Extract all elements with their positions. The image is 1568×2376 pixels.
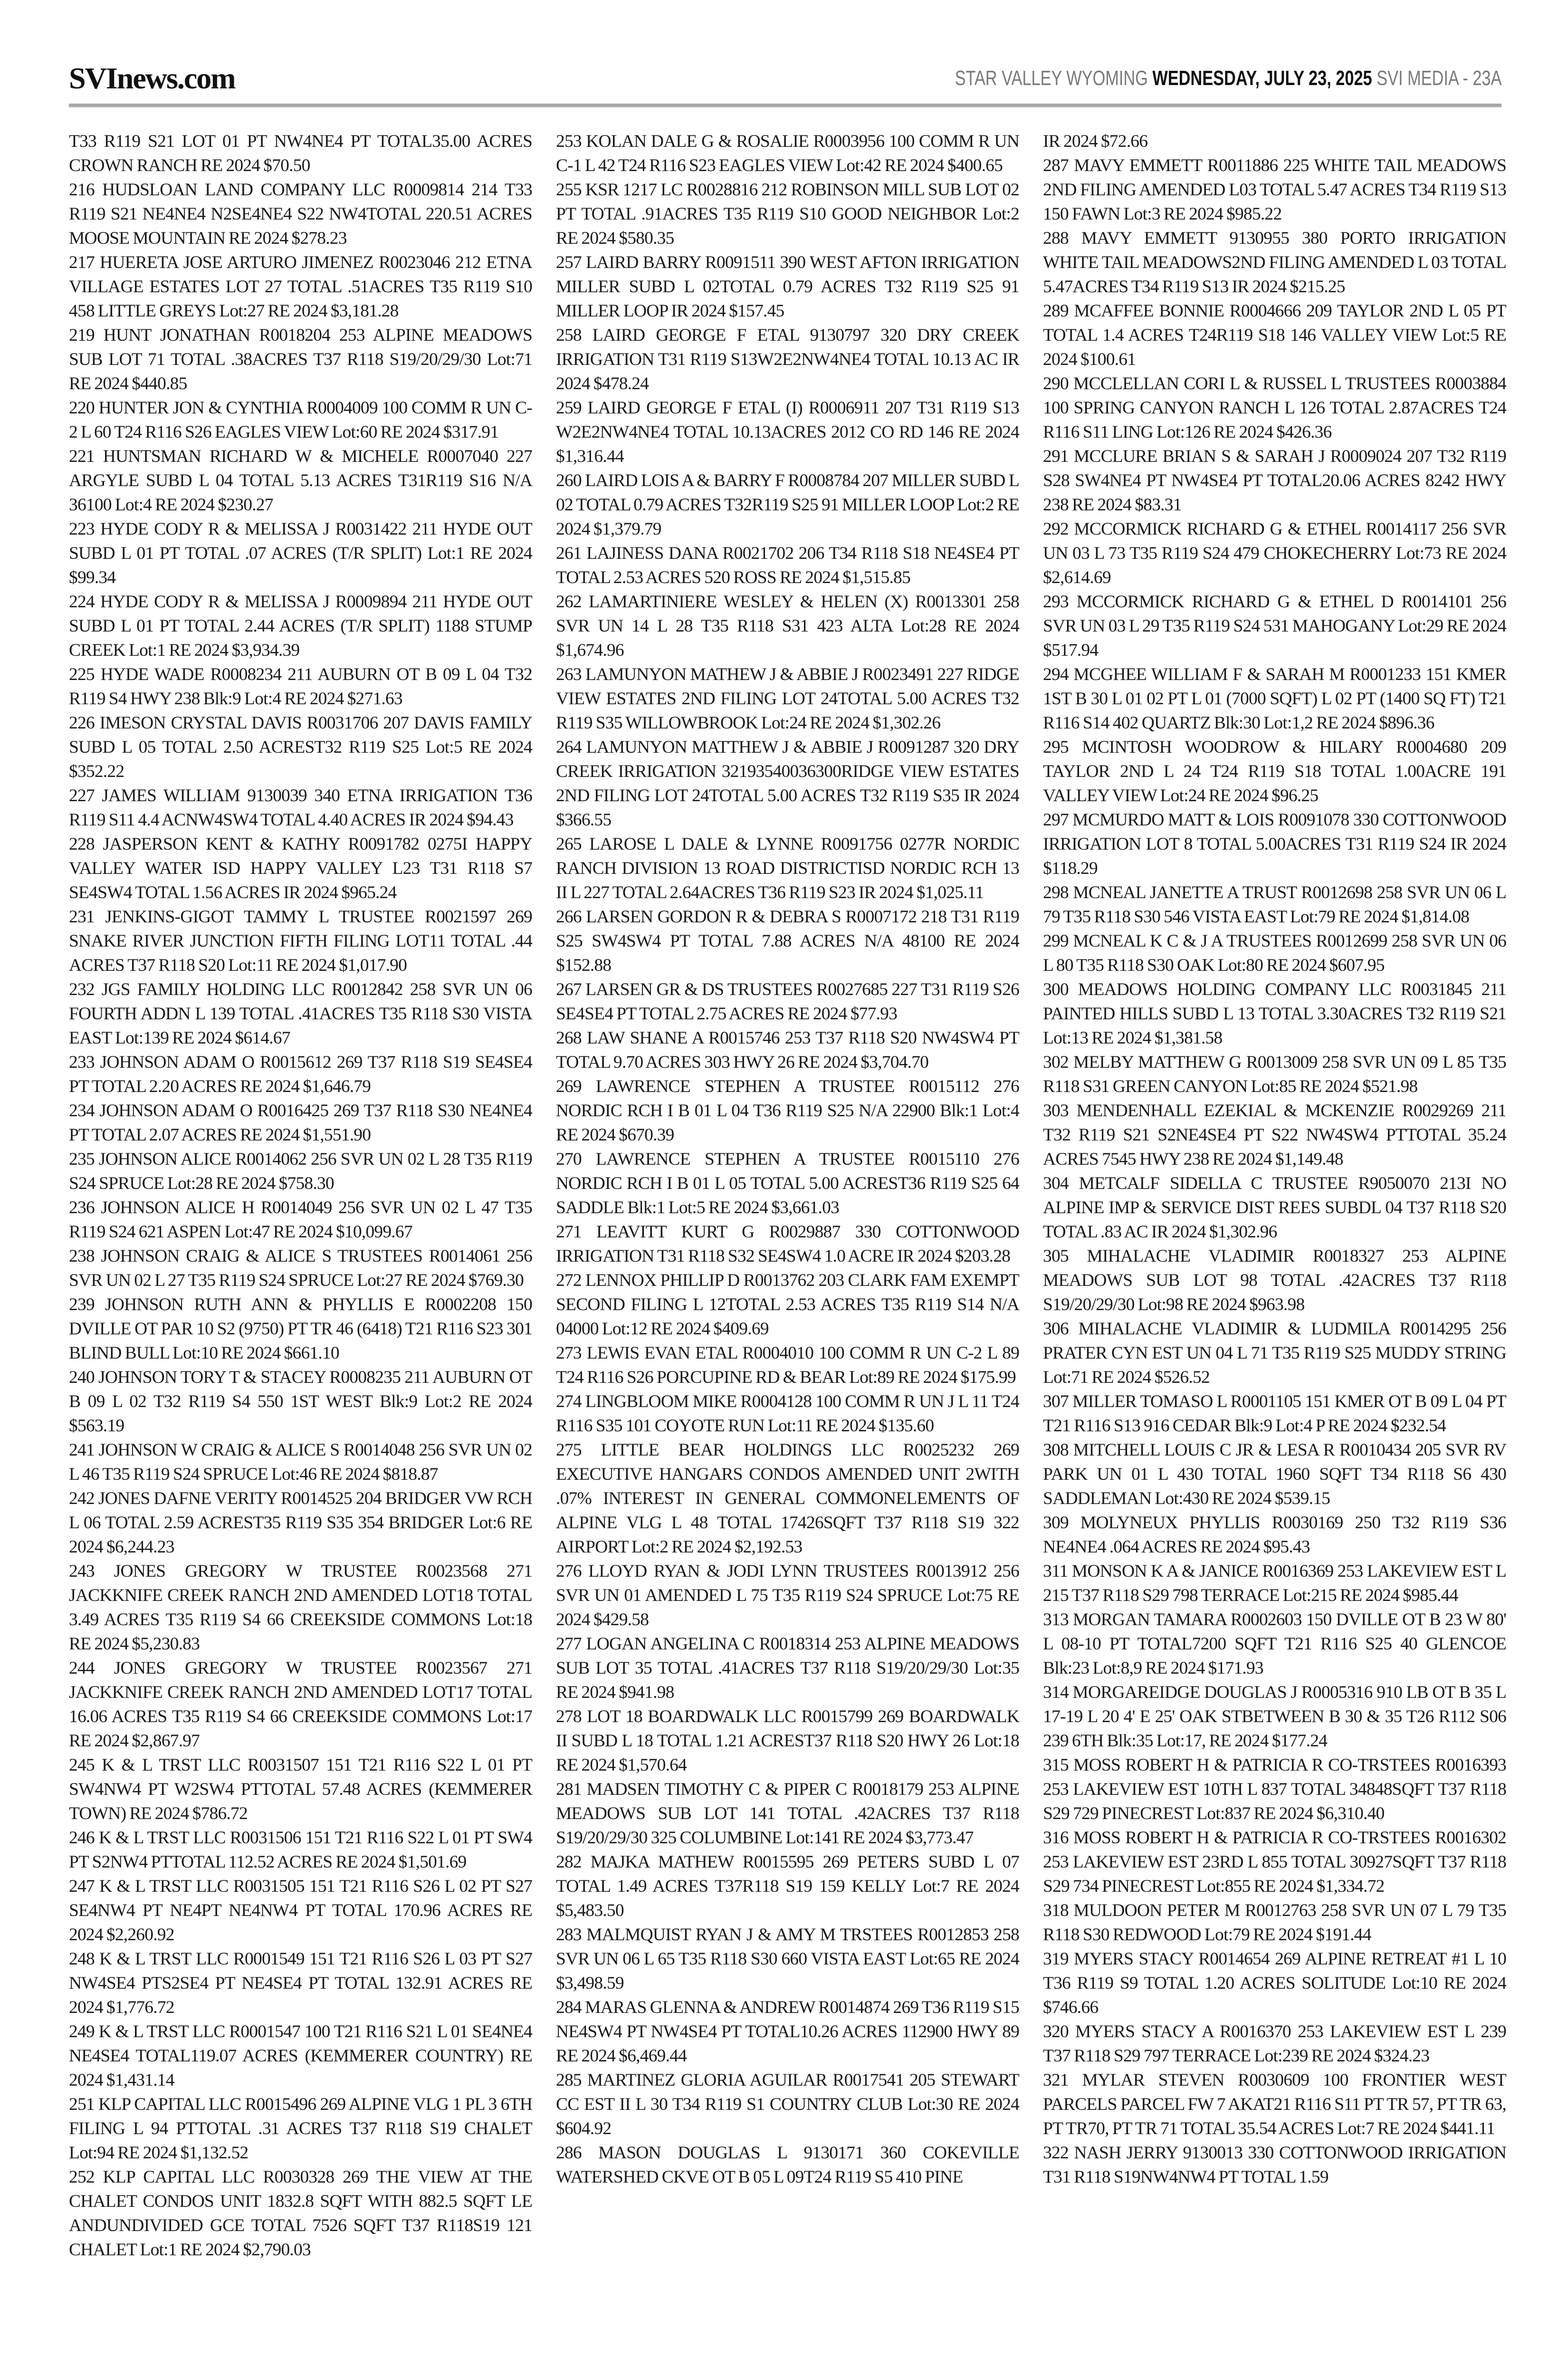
tax-notice-entry: 220 HUNTER JON & CYNTHIA R0004009 100 COMM R UN C-2 L 60 T24 R116 S26 EAGLES VIEW Lot:60 RE 2024 $317.91	[69, 398, 532, 442]
tax-notice-entry: 225 HYDE WADE R0008234 211 AUBURN OT B 09 L 04 T32 R119 S4 HWY 238 Blk:9 Lot:4 RE 2024 $271.63	[69, 665, 532, 709]
tax-notice-entry: 246 K & L TRST LLC R0031506 151 T21 R116 S22 L 01 PT SW4 PT S2NW4 PTTOTAL 112.52 ACRES RE 2024 $1,501.69	[69, 1828, 532, 1872]
tax-notice-entry: 235 JOHNSON ALICE R0014062 256 SVR UN 02 L 28 T35 R119 S24 SPRUCE Lot:28 RE 2024 $758.30	[69, 1150, 532, 1193]
tax-notice-entry: 233 JOHNSON ADAM O R0015612 269 T37 R118 S19 SE4SE4 PT TOTAL 2.20 ACRES RE 2024 $1,646.79	[69, 1053, 532, 1096]
tax-notice-entry: 265 LAROSE L DALE & LYNNE R0091756 0277R NORDIC RANCH DIVISION 13 ROAD DISTRICTISD NORDIC RCH 13 II L 227 TOTAL 2.64ACRES T36 R119 S23 IR 2024 $1,025.11	[556, 834, 1019, 902]
tax-notice-entry: 251 KLP CAPITAL LLC R0015496 269 ALPINE VLG 1 PL 3 6TH FILING L 94 PTTOTAL .31 ACRES T37 R118 S19 CHALET Lot:94 RE 2024 $1,132.52	[69, 2095, 532, 2163]
tax-notice-entry: 287 MAVY EMMETT R0011886 225 WHITE TAIL MEADOWS 2ND FILING AMENDED L03 TOTAL 5.47 ACRES T34 R119 S13 150 FAWN Lot:3 RE 2024 $985.22	[1043, 156, 1506, 224]
tax-notice-entry: 259 LAIRD GEORGE F ETAL (I) R0006911 207 T31 R119 S13 W2E2NW4NE4 TOTAL 10.13ACRES 2012 CO RD 146 RE 2024 $1,316.44	[556, 398, 1019, 466]
folio-region: STAR VALLEY WYOMING	[955, 67, 1148, 90]
tax-notice-entry: 284 MARAS GLENNA & ANDREW R0014874 269 T36 R119 S15 NE4SW4 PT NW4SE4 PT TOTAL10.26 ACRES 112900 HWY 89 RE 2024 $6,469.44	[556, 1998, 1019, 2066]
tax-notice-entry: 285 MARTINEZ GLORIA AGUILAR R0017541 205 STEWART CC EST II L 30 T34 R119 S1 COUNTRY CLUB Lot:30 RE 2024 $604.92	[556, 2070, 1019, 2138]
tax-notice-entry: 228 JASPERSON KENT & KATHY R0091782 0275I HAPPY VALLEY WATER ISD HAPPY VALLEY L23 T31 R118 S7 SE4SW4 TOTAL 1.56 ACRES IR 2024 $965.24	[69, 834, 532, 902]
tax-notice-entry: 226 IMESON CRYSTAL DAVIS R0031706 207 DAVIS FAMILY SUBD L 05 TOTAL 2.50 ACREST32 R119 S25 Lot:5 RE 2024 $352.22	[69, 713, 532, 781]
tax-notice-entry: 319 MYERS STACY R0014654 269 ALPINE RETREAT #1 L 10 T36 R119 S9 TOTAL 1.20 ACRES SOLITUDE Lot:10 RE 2024 $746.66	[1043, 1949, 1506, 2017]
tax-notice-entry: 260 LAIRD LOIS A & BARRY F R0008784 207 MILLER SUBD L 02 TOTAL 0.79 ACRES T32R119 S25 91 MILLER LOOP Lot:2 RE 2024 $1,379.79	[556, 471, 1019, 539]
tax-notice-entry: 264 LAMUNYON MATTHEW J & ABBIE J R0091287 320 DRY CREEK IRRIGATION 32193540036300RIDGE VIEW ESTATES 2ND FILING LOT 24TOTAL 5.00 ACRES T32 R119 S35 IR 2024 $366.55	[556, 738, 1019, 830]
tax-notice-entry: 315 MOSS ROBERT H & PATRICIA R CO-TRSTEES R0016393 253 LAKEVIEW EST 10TH L 837 TOTAL 34848SQFT T37 R118 S29 729 PINECREST Lot:837 RE 2024 $6,310.40	[1043, 1755, 1506, 1823]
tax-notice-entry: 249 K & L TRST LLC R0001547 100 T21 R116 S21 L 01 SE4NE4 NE4SE4 TOTAL119.07 ACRES (KEMMERER COUNTRY) RE 2024 $1,431.14	[69, 2022, 532, 2090]
tax-notice-entry: 223 HYDE CODY R & MELISSA J R0031422 211 HYDE OUT SUBD L 01 PT TOTAL .07 ACRES (T/R SPLIT) Lot:1 RE 2024 $99.34	[69, 519, 532, 587]
tax-notice-entry: 261 LAJINESS DANA R0021702 206 T34 R118 S18 NE4SE4 PT TOTAL 2.53 ACRES 520 ROSS RE 2024 $1,515.85	[556, 544, 1019, 587]
tax-notice-entry: 283 MALMQUIST RYAN J & AMY M TRSTEES R0012853 258 SVR UN 06 L 65 T35 R118 S30 660 VISTA EAST Lot:65 RE 2024 $3,498.59	[556, 1925, 1019, 1993]
tax-notice-entry: 239 JOHNSON RUTH ANN & PHYLLIS E R0002208 150 DVILLE OT PAR 10 S2 (9750) PT TR 46 (6418) T21 R116 S23 301 BLIND BULL Lot:10 RE 2024 $661.10	[69, 1295, 532, 1363]
tax-notice-entry: 252 KLP CAPITAL LLC R0030328 269 THE VIEW AT THE CHALET CONDOS UNIT 1832.8 SQFT WITH 882.5 SQFT LE ANDUNDIVIDED GCE TOTAL 7526 SQFT T37 R118S19 121 CHALET Lot:1 RE 2024 $2,790.03	[69, 2167, 532, 2260]
tax-notice-entry: 298 MCNEAL JANETTE A TRUST R0012698 258 SVR UN 06 L 79 T35 R118 S30 546 VISTA EAST Lot:79 RE 2024 $1,814.08	[1043, 883, 1506, 927]
tax-notice-entry: 219 HUNT JONATHAN R0018204 253 ALPINE MEADOWS SUB LOT 71 TOTAL .38ACRES T37 R118 S19/20/29/30 Lot:71 RE 2024 $440.85	[69, 326, 532, 393]
tax-notice-entry: 311 MONSON K A & JANICE R0016369 253 LAKEVIEW EST L 215 T37 R118 S29 798 TERRACE Lot:215 RE 2024 $985.44	[1043, 1562, 1506, 1605]
tax-notice-entry: 295 MCINTOSH WOODROW & HILARY R0004680 209 TAYLOR 2ND L 24 T24 R119 S18 TOTAL 1.00ACRE 191 VALLEY VIEW Lot:24 RE 2024 $96.25	[1043, 738, 1506, 805]
tax-notice-entry: 303 MENDENHALL EZEKIAL & MCKENZIE R0029269 211 T32 R119 S21 S2NE4SE4 PT S22 NW4SW4 PTTOTAL 35.24 ACRES 7545 HWY 238 RE 2024 $1,149.48	[1043, 1101, 1506, 1169]
notice-column-3	[1043, 129, 1506, 2189]
tax-notice-entry: 270 LAWRENCE STEPHEN A TRUSTEE R0015110 276 NORDIC RCH I B 01 L 05 TOTAL 5.00 ACREST36 R119 S25 64 SADDLE Blk:1 Lot:5 RE 2024 $3,661.03	[556, 1150, 1019, 1217]
tax-notice-entry: 322 NASH JERRY 9130013 330 COTTONWOOD IRRIGATION T31 R118 S19NW4NW4 PT TOTAL 1.59	[1043, 2143, 1506, 2187]
tax-notice-entry: 316 MOSS ROBERT H & PATRICIA R CO-TRSTEES R0016302 253 LAKEVIEW EST 23RD L 855 TOTAL 30927SQFT T37 R118 S29 734 PINECREST Lot:855 RE 2024 $1,334.72	[1043, 1828, 1506, 1896]
tax-notice-entry: 266 LARSEN GORDON R & DEBRA S R0007172 218 T31 R119 S25 SW4SW4 PT TOTAL 7.88 ACRES N/A 48100 RE 2024 $152.88	[556, 907, 1019, 975]
tax-notice-entry: 308 MITCHELL LOUIS C JR & LESA R R0010434 205 SVR RV PARK UN 01 L 430 TOTAL 1960 SQFT T34 R118 S6 430 SADDLEMAN Lot:430 RE 2024 $539.15	[1043, 1440, 1506, 1508]
tax-notice-entry: T33 R119 S21 LOT 01 PT NW4NE4 PT TOTAL35.00 ACRES CROWN RANCH RE 2024 $70.50	[69, 132, 532, 175]
tax-notice-entry: 297 MCMURDO MATT & LOIS R0091078 330 COTTONWOOD IRRIGATION LOT 8 TOTAL 5.00ACRES T31 R119 S24 IR 2024 $118.29	[1043, 810, 1506, 878]
tax-notice-entry: 320 MYERS STACY A R0016370 253 LAKEVIEW EST L 239 T37 R118 S29 797 TERRACE Lot:239 RE 2024 $324.23	[1043, 2022, 1506, 2066]
tax-notice-entry: 274 LINGBLOOM MIKE R0004128 100 COMM R UN J L 11 T24 R116 S35 101 COYOTE RUN Lot:11 RE 2024 $135.60	[556, 1392, 1019, 1436]
tax-notice-entry: 243 JONES GREGORY W TRUSTEE R0023568 271 JACKKNIFE CREEK RANCH 2ND AMENDED LOT18 TOTAL 3.49 ACRES T35 R119 S4 66 CREEKSIDE COMMONS Lot:18 RE 2024 $5,230.83	[69, 1562, 532, 1654]
tax-notice-entry: 224 HYDE CODY R & MELISSA J R0009894 211 HYDE OUT SUBD L 01 PT TOTAL 2.44 ACRES (T/R SPLIT) 1188 STUMP CREEK Lot:1 RE 2024 $3,934.39	[69, 592, 532, 660]
tax-notice-entry: 314 MORGAREIDGE DOUGLAS J R0005316 910 LB OT B 35 L 17-19 L 20 4' E 25' OAK STBETWEEN B 30 & 35 T26 R112 S06 239 6TH Blk:35 Lot:17, RE 2024 $177.24	[1043, 1683, 1506, 1751]
notice-column-1	[69, 129, 532, 2262]
tax-notice-entry: 247 K & L TRST LLC R0031505 151 T21 R116 S26 L 02 PT S27 SE4NW4 PT NE4PT NE4NW4 PT TOTAL 170.96 ACRES RE 2024 $2,260.92	[69, 1877, 532, 1945]
tax-notice-entry: 236 JOHNSON ALICE H R0014049 256 SVR UN 02 L 47 T35 R119 S24 621 ASPEN Lot:47 RE 2024 $10,099.67	[69, 1198, 532, 1242]
tax-notice-entry: 216 HUDSLOAN LAND COMPANY LLC R0009814 214 T33 R119 S21 NE4NE4 N2SE4NE4 S22 NW4TOTAL 220.51 ACRES MOOSE MOUNTAIN RE 2024 $278.23	[69, 180, 532, 248]
tax-notice-entry: 258 LAIRD GEORGE F ETAL 9130797 320 DRY CREEK IRRIGATION T31 R119 S13W2E2NW4NE4 TOTAL 10.13 AC IR 2024 $478.24	[556, 326, 1019, 393]
folio-date: WEDNESDAY, JULY 23, 2025	[1152, 67, 1372, 90]
notice-column-2	[556, 129, 1019, 2189]
tax-notice-entry: 318 MULDOON PETER M R0012763 258 SVR UN 07 L 79 T35 R118 S30 REDWOOD Lot:79 RE 2024 $191.44	[1043, 1901, 1506, 1945]
tax-notice-entry: 238 JOHNSON CRAIG & ALICE S TRUSTEES R0014061 256 SVR UN 02 L 27 T35 R119 S24 SPRUCE Lot:27 RE 2024 $769.30	[69, 1246, 532, 1290]
tax-notice-entry: 300 MEADOWS HOLDING COMPANY LLC R0031845 211 PAINTED HILLS SUBD L 13 TOTAL 3.30ACRES T32 R119 S21 Lot:13 RE 2024 $1,381.58	[1043, 980, 1506, 1048]
folio-section: SVI MEDIA - 23A	[1376, 67, 1501, 90]
tax-notice-entry: 302 MELBY MATTHEW G R0013009 258 SVR UN 09 L 85 T35 R118 S31 GREEN CANYON Lot:85 RE 2024 $521.98	[1043, 1053, 1506, 1096]
tax-notice-entry: 275 LITTLE BEAR HOLDINGS LLC R0025232 269 EXECUTIVE HANGARS CONDOS AMENDED UNIT 2WITH .07% INTEREST IN GENERAL COMMONELEMENTS OF ALPINE VLG L 48 TOTAL 17426SQFT T37 R118 S19 322 AIRPORT Lot:2 RE 2024 $2,192.53	[556, 1440, 1019, 1557]
tax-notice-entry: 263 LAMUNYON MATHEW J & ABBIE J R0023491 227 RIDGE VIEW ESTATES 2ND FILING LOT 24TOTAL 5.00 ACRES T32 R119 S35 WILLOWBROOK Lot:24 RE 2024 $1,302.26	[556, 665, 1019, 733]
tax-notice-entry: 299 MCNEAL K C & J A TRUSTEES R0012699 258 SVR UN 06 L 80 T35 R118 S30 OAK Lot:80 RE 2024 $607.95	[1043, 931, 1506, 975]
tax-notice-entry: 242 JONES DAFNE VERITY R0014525 204 BRIDGER VW RCH L 06 TOTAL 2.59 ACREST35 R119 S35 354 BRIDGER Lot:6 RE 2024 $6,244.23	[69, 1489, 532, 1557]
tax-notice-entry: 267 LARSEN GR & DS TRUSTEES R0027685 227 T31 R119 S26 SE4SE4 PT TOTAL 2.75 ACRES RE 2024 $77.93	[556, 980, 1019, 1024]
tax-notice-entry: 290 MCCLELLAN CORI L & RUSSEL L TRUSTEES R0003884 100 SPRING CANYON RANCH L 126 TOTAL 2.87ACRES T24 R116 S11 LING Lot:126 RE 2024 $426.36	[1043, 374, 1506, 442]
tax-notice-entry: 277 LOGAN ANGELINA C R0018314 253 ALPINE MEADOWS SUB LOT 35 TOTAL .41ACRES T37 R118 S19/20/29/30 Lot:35 RE 2024 $941.98	[556, 1634, 1019, 1702]
tax-notice-entry: 221 HUNTSMAN RICHARD W & MICHELE R0007040 227 ARGYLE SUBD L 04 TOTAL 5.13 ACRES T31R119 S16 N/A 36100 Lot:4 RE 2024 $230.27	[69, 447, 532, 515]
site-name: SVInews.com	[69, 61, 235, 95]
tax-notice-entry: 321 MYLAR STEVEN R0030609 100 FRONTIER WEST PARCELS PARCEL FW 7 AKAT21 R116 S11 PT TR 57, PT TR 63, PT TR70, PT TR 71 TOTAL 35.54 ACRES Lot:7 RE 2024 $441.11	[1043, 2070, 1506, 2138]
tax-notice-entry: 286 MASON DOUGLAS L 9130171 360 COKEVILLE WATERSHED CKVE OT B 05 L 09T24 R119 S5 410 PINE	[556, 2143, 1019, 2187]
tax-notice-entry: 234 JOHNSON ADAM O R0016425 269 T37 R118 S30 NE4NE4 PT TOTAL 2.07 ACRES RE 2024 $1,551.90	[69, 1101, 532, 1145]
tax-notice-entry: 272 LENNOX PHILLIP D R0013762 203 CLARK FAM EXEMPT SECOND FILING L 12TOTAL 2.53 ACRES T35 R119 S14 N/A 04000 Lot:12 RE 2024 $409.69	[556, 1271, 1019, 1339]
tax-notice-entry: 217 HUERETA JOSE ARTURO JIMENEZ R0023046 212 ETNA VILLAGE ESTATES LOT 27 TOTAL .51ACRES T35 R119 S10 458 LITTLE GREYS Lot:27 RE 2024 $3,181.28	[69, 253, 532, 321]
tax-notice-entry: 292 MCCORMICK RICHARD G & ETHEL R0014117 256 SVR UN 03 L 73 T35 R119 S24 479 CHOKECHERRY Lot:73 RE 2024 $2,614.69	[1043, 519, 1506, 587]
tax-notice-entry: 294 MCGHEE WILLIAM F & SARAH M R0001233 151 KMER 1ST B 30 L 01 02 PT L 01 (7000 SQFT) L 02 PT (1400 SQ FT) T21 R116 S14 402 QUARTZ Blk:30 Lot:1,2 RE 2024 $896.36	[1043, 665, 1506, 733]
page-folio	[955, 67, 1501, 90]
tax-notice-entry: 232 JGS FAMILY HOLDING LLC R0012842 258 SVR UN 06 FOURTH ADDN L 139 TOTAL .41ACRES T35 R118 S30 VISTA EAST Lot:139 RE 2024 $614.67	[69, 980, 532, 1048]
tax-notice-entry: 293 MCCORMICK RICHARD G & ETHEL D R0014101 256 SVR UN 03 L 29 T35 R119 S24 531 MAHOGANY Lot:29 RE 2024 $517.94	[1043, 592, 1506, 660]
tax-notice-entry: 227 JAMES WILLIAM 9130039 340 ETNA IRRIGATION T36 R119 S11 4.4 ACNW4SW4 TOTAL 4.40 ACRES IR 2024 $94.43	[69, 786, 532, 830]
tax-notice-entry: 269 LAWRENCE STEPHEN A TRUSTEE R0015112 276 NORDIC RCH I B 01 L 04 T36 R119 S25 N/A 22900 Blk:1 Lot:4 RE 2024 $670.39	[556, 1077, 1019, 1145]
tax-notice-entry: 281 MADSEN TIMOTHY C & PIPER C R0018179 253 ALPINE MEADOWS SUB LOT 141 TOTAL .42ACRES T37 R118 S19/20/29/30 325 COLUMBINE Lot:141 RE 2024 $3,773.47	[556, 1780, 1019, 1848]
tax-notice-entry: 240 JOHNSON TORY T & STACEY R0008235 211 AUBURN OT B 09 L 02 T32 R119 S4 550 1ST WEST Blk:9 Lot:2 RE 2024 $563.19	[69, 1368, 532, 1436]
tax-notice-entry: 268 LAW SHANE A R0015746 253 T37 R118 S20 NW4SW4 PT TOTAL 9.70 ACRES 303 HWY 26 RE 2024 $3,704.70	[556, 1028, 1019, 1072]
tax-notice-entry: 257 LAIRD BARRY R0091511 390 WEST AFTON IRRIGATION MILLER SUBD L 02TOTAL 0.79 ACRES T32 R119 S25 91 MILLER LOOP IR 2024 $157.45	[556, 253, 1019, 321]
tax-notice-entry: 255 KSR 1217 LC R0028816 212 ROBINSON MILL SUB LOT 02 PT TOTAL .91ACRES T35 R119 S10 GOOD NEIGHBOR Lot:2 RE 2024 $580.35	[556, 180, 1019, 248]
tax-notice-entry: IR 2024 $72.66	[1043, 132, 1148, 151]
tax-notice-entry: 244 JONES GREGORY W TRUSTEE R0023567 271 JACKKNIFE CREEK RANCH 2ND AMENDED LOT17 TOTAL 16.06 ACRES T35 R119 S4 66 CREEKSIDE COMMONS Lot:17 RE 2024 $2,867.97	[69, 1658, 532, 1751]
tax-notice-entry: 262 LAMARTINIERE WESLEY & HELEN (X) R0013301 258 SVR UN 14 L 28 T35 R118 S31 423 ALTA Lot:28 RE 2024 $1,674.96	[556, 592, 1019, 660]
tax-notice-entry: 231 JENKINS-GIGOT TAMMY L TRUSTEE R0021597 269 SNAKE RIVER JUNCTION FIFTH FILING LOT11 TOTAL .44 ACRES T37 R118 S20 Lot:11 RE 2024 $1,017.90	[69, 907, 532, 975]
tax-notice-entry: 304 METCALF SIDELLA C TRUSTEE R9050070 213I NO ALPINE IMP & SERVICE DIST REES SUBDL 04 T37 R118 S20 TOTAL .83 AC IR 2024 $1,302.96	[1043, 1174, 1506, 1242]
tax-notice-entry: 241 JOHNSON W CRAIG & ALICE S R0014048 256 SVR UN 02 L 46 T35 R119 S24 SPRUCE Lot:46 RE 2024 $818.87	[69, 1440, 532, 1484]
tax-notice-entry: 253 KOLAN DALE G & ROSALIE R0003956 100 COMM R UN C-1 L 42 T24 R116 S23 EAGLES VIEW Lot:42 RE 2024 $400.65	[556, 132, 1019, 175]
tax-notice-entry: 288 MAVY EMMETT 9130955 380 PORTO IRRIGATION WHITE TAIL MEADOWS2ND FILING AMENDED L 03 TOTAL 5.47ACRES T34 R119 S13 IR 2024 $215.25	[1043, 229, 1506, 297]
tax-notice-entry: 248 K & L TRST LLC R0001549 151 T21 R116 S26 L 03 PT S27 NW4SE4 PTS2SE4 PT NE4SE4 PT TOTAL 132.91 ACRES RE 2024 $1,776.72	[69, 1949, 532, 2017]
tax-notice-entry: 271 LEAVITT KURT G R0029887 330 COTTONWOOD IRRIGATION T31 R118 S32 SE4SW4 1.0 ACRE IR 2024 $203.28	[556, 1222, 1019, 1266]
tax-notice-entry: 273 LEWIS EVAN ETAL R0004010 100 COMM R UN C-2 L 89 T24 R116 S26 PORCUPINE RD & BEAR Lot:89 RE 2024 $175.99	[556, 1343, 1019, 1387]
header-rule	[69, 104, 1501, 108]
tax-notice-entry: 313 MORGAN TAMARA R0002603 150 DVILLE OT B 23 W 80' L 08-10 PT TOTAL7200 SQFT T21 R116 S25 40 GLENCOE Blk:23 Lot:8,9 RE 2024 $171.93	[1043, 1610, 1506, 1678]
tax-notice-entry: 305 MIHALACHE VLADIMIR R0018327 253 ALPINE MEADOWS SUB LOT 98 TOTAL .42ACRES T37 R118 S19/20/29/30 Lot:98 RE 2024 $963.98	[1043, 1246, 1506, 1314]
tax-notice-entry: 289 MCAFFEE BONNIE R0004666 209 TAYLOR 2ND L 05 PT TOTAL 1.4 ACRES T24R119 S18 146 VALLEY VIEW Lot:5 RE 2024 $100.61	[1043, 301, 1506, 369]
tax-notice-entry: 309 MOLYNEUX PHYLLIS R0030169 250 T32 R119 S36 NE4NE4 .064 ACRES RE 2024 $95.43	[1043, 1513, 1506, 1557]
tax-notice-entry: 307 MILLER TOMASO L R0001105 151 KMER OT B 09 L 04 PT T21 R116 S13 916 CEDAR Blk:9 Lot:4 P RE 2024 $232.54	[1043, 1392, 1506, 1436]
tax-notice-entry: 306 MIHALACHE VLADIMIR & LUDMILA R0014295 256 PRATER CYN EST UN 04 L 71 T35 R119 S25 MUDDY STRING Lot:71 RE 2024 $526.52	[1043, 1319, 1506, 1387]
tax-notice-entry: 245 K & L TRST LLC R0031507 151 T21 R116 S22 L 01 PT SW4NW4 PT W2SW4 PTTOTAL 57.48 ACRES (KEMMERER TOWN) RE 2024 $786.72	[69, 1755, 532, 1823]
tax-notice-entry: 276 LLOYD RYAN & JODI LYNN TRUSTEES R0013912 256 SVR UN 01 AMENDED L 75 T35 R119 S24 SPRUCE Lot:75 RE 2024 $429.58	[556, 1562, 1019, 1629]
tax-notice-entry: 291 MCCLURE BRIAN S & SARAH J R0009024 207 T32 R119 S28 SW4NE4 PT NW4SE4 PT TOTAL20.06 ACRES 8242 HWY 238 RE 2024 $83.31	[1043, 447, 1506, 515]
tax-notice-entry: 282 MAJKA MATHEW R0015595 269 PETERS SUBD L 07 TOTAL 1.49 ACRES T37R118 S19 159 KELLY Lot:7 RE 2024 $5,483.50	[556, 1852, 1019, 1920]
tax-notice-entry: 278 LOT 18 BOARDWALK LLC R0015799 269 BOARDWALK II SUBD L 18 TOTAL 1.21 ACREST37 R118 S20 HWY 26 Lot:18 RE 2024 $1,570.64	[556, 1707, 1019, 1775]
